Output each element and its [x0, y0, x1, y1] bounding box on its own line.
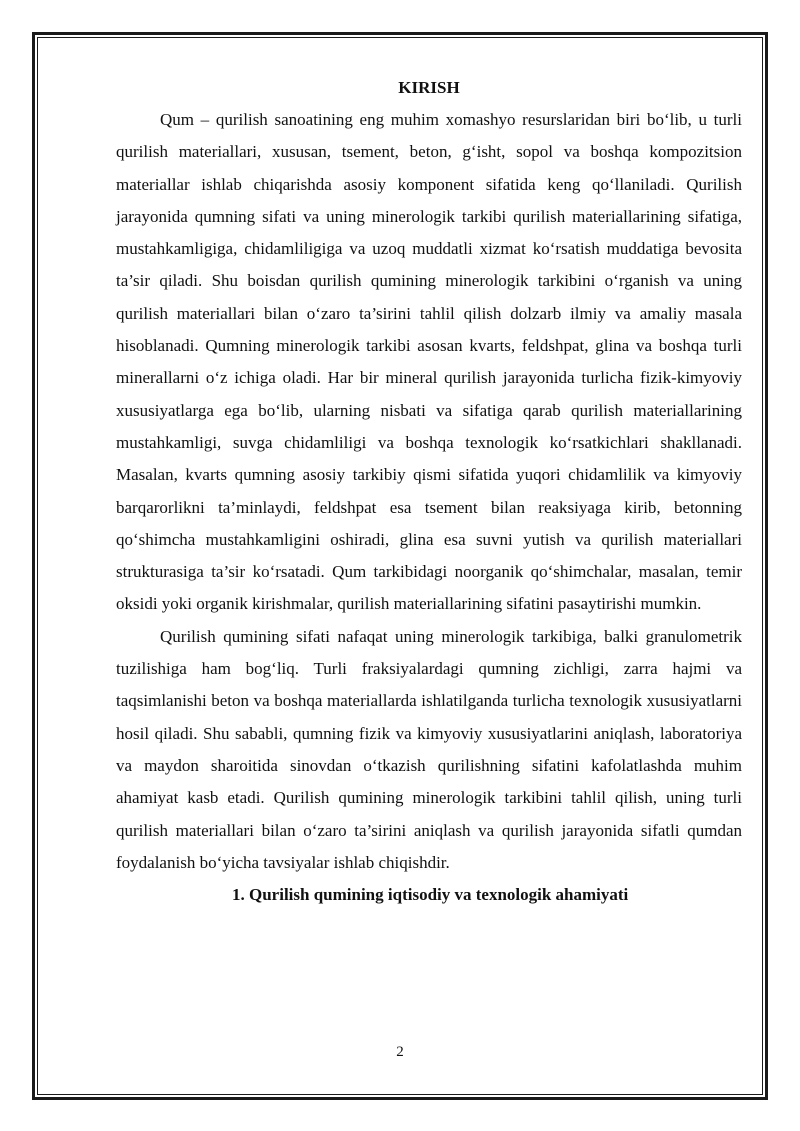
document-body — [116, 72, 742, 911]
paragraph-1: Qum – qurilish sanoatining eng muhim xomashyo resurslaridan biri bo‘lib, u turli qurilish materiallari, xususan, tsement, beton, g‘isht, sopol va boshqa kompozitsion materiallar ishlab chiqarishda asosiy komponent sifatida keng qo‘llaniladi. Qurilish jarayonida qumning sifati va uning minerologik tarkibi qurilish materiallarining sifatiga, mustahkamligiga, chidamliligiga va uzoq muddatli xizmat ko‘rsatish muddatiga bevosita ta’sir qiladi. Shu boisdan qurilish qumining minerologik tarkibini o‘rganish va uning qurilish materiallari bilan o‘zaro ta’sirini tahlil qilish dolzarb ilmiy va amaliy masala hisoblanadi. Qumning minerologik tarkibi asosan kvarts, feldshpat, glina va boshqa turli minerallarni o‘z ichiga oladi. Har bir mineral qurilish jarayonida turlicha fizik-kimyoviy xususiyatlarga ega bo‘lib, ularning nisbati va sifatiga qarab qurilish materiallarining mustahkamligi, suvga chidamliligi va boshqa texnologik ko‘rsatkichlari shakllanadi. Masalan, kvarts qumning asosiy tarkibiy qismi sifatida yuqori chidamlilik va kimyoviy barqarorlikni ta’minlaydi, feldshpat esa tsement bilan reaksiyaga kirib, betonning qo‘shimcha mustahkamligini oshiradi, glina esa suvni yutish va qurilish materiallari strukturasiga ta’sir ko‘rsatadi. Qum tarkibidagi noorganik qo‘shimchalar, masalan, temir oksidi yoki organik kirishmalar, qurilish materiallarining sifatini pasaytirishi mumkin. — [116, 110, 742, 614]
paragraph-2: Qurilish qumining sifati nafaqat uning minerologik tarkibiga, balki granulometrik tuzilishiga ham bog‘liq. Turli fraksiyalardagi qumning zichligi, zarra hajmi va taqsimlanishi beton va boshqa materiallarda ishlatilganda turlicha texnologik xususiyatlarni hosil qiladi. Shu sababli, qumning fizik va kimyoviy xususiyatlarini aniqlash, laboratoriya va maydon sharoitida sinovdan o‘tkazish qurilishning sifatini kafolatlashda muhim ahamiyat kasb etadi. Qurilish qumining minerologik tarkibini tahlil qilish, uning turli qurilish materiallari bilan o‘zaro ta’sirini aniqlash va qurilish jarayonida sifatli qumdan foydalanish bo‘yicha tavsiyalar ishlab chiqishdir. — [116, 626, 742, 872]
page-number: 2 — [396, 1044, 404, 1060]
document-title: KIRISH — [398, 78, 460, 97]
section-heading: 1. Qurilish qumining iqtisodiy va texnologik ahamiyati — [232, 885, 629, 905]
